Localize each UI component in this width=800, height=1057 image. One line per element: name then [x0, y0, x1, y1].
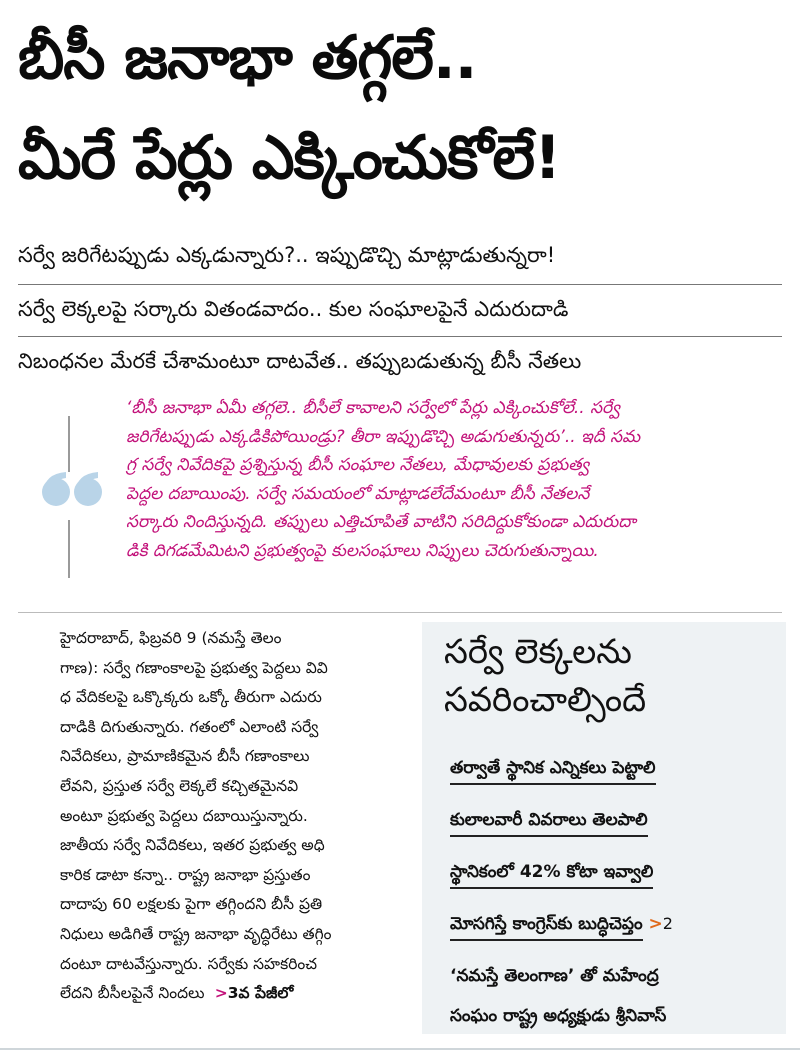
continued-page-link[interactable]: 3వ పేజీలో [227, 984, 294, 1003]
article-line: నివేదికలు, ప్రామాణికమైన బీసీ గణాంకాలు [60, 747, 310, 766]
quote-bar-bottom [68, 520, 70, 578]
quote-mark-icon [38, 470, 110, 520]
article-line: ధ వేదికలపై ఒక్కొక్కరు ఒక్కో తీరుగా ఎదురు [60, 688, 322, 707]
article-line: నిధులు అడిగితే రాష్ట్ర జనాభా వృద్ధిరేటు తగ్గిం [60, 924, 332, 943]
subhead-3: నిబంధనల మేరకే చేశామంటూ దాటవేత.. తప్పుబడుతున్న బీసీ నేతలు [18, 349, 582, 373]
divider [18, 284, 782, 285]
sidebar-title [444, 628, 784, 724]
sidebar-page-ref[interactable]: 2 [662, 914, 673, 933]
continue-arrow-icon: > [209, 984, 228, 1003]
sidebar-point [450, 858, 780, 889]
pull-quote-line: జరిగేటప్పుడు ఎక్కడికిపోయిండ్రు? తీరా ఇప్పుడొచ్చి అడుగుతున్నరు’.. ఇదీ సమ [126, 426, 641, 447]
sidebar-title-line-1: సర్వే లెక్కలను [444, 632, 632, 672]
sidebar-point [450, 910, 780, 941]
continue-arrow-icon: > [642, 914, 663, 934]
section-divider [18, 612, 782, 613]
sidebar-point-text: స్థానికంలో 42% కోటా ఇవ్వాలి [450, 858, 653, 889]
article-line: అంటూ ప్రభుత్వ పెద్దలు దబాయిస్తున్నారు. [60, 806, 308, 825]
pull-quote [126, 394, 780, 565]
quote-bar-top [68, 416, 70, 472]
article-line: లేవని, ప్రస్తుత సర్వే లెక్కలే కచ్చితమైనవి [60, 776, 299, 795]
headline-line-2: మీరే పేర్లు ఎక్కించుకోలే! [18, 123, 561, 193]
article-line-text: లేదని బీసీలపైనే నిందలు [60, 984, 205, 1003]
article-body [60, 624, 408, 1009]
pull-quote-line: పెద్దల దబాయింపు. సర్వే సమయంలో మాట్లాడలేదేమంటూ బీసీ నేతలనే [126, 483, 590, 504]
subhead-2: సర్వే లెక్కలపై సర్కారు వితండవాదం.. కుల సంఘాలపైనే ఎదురుదాడి [18, 297, 569, 321]
article-line: దాదాపు 60 లక్షలకు పైగా తగ్గిందని బీసీ ప్రతి [60, 895, 323, 914]
article-line: హైదరాబాద్, ఫిబ్రవరి 9 (నమస్తే తెలం [60, 629, 282, 647]
pull-quote-line: ‘బీసీ జనాభా ఏమీ తగ్గలె.. బీసీలే కావాలని సర్వేలో పేర్లు ఎక్కించుకోలే.. సర్వే [126, 398, 620, 418]
article-line: దాడికి దిగుతున్నారు. గతంలో ఎలాంటి సర్వే [60, 717, 319, 736]
article-line: గాణ): సర్వే గణాంకాలపై ప్రభుత్వ పెద్దలు వివి [60, 658, 328, 677]
article-line: కారిక డాటా కన్నా.. రాష్ట్ర జనాభా ప్రస్తుతం [60, 865, 311, 884]
pull-quote-line: సర్కారు నిందిస్తున్నది. తప్పులు ఎత్తిచూపితే వాటిని సరిదిద్దుకోకుండా ఎదురుదా [126, 512, 636, 532]
pull-quote-line: డికి దిగడమేమిటని ప్రభుత్వంపై కులసంఘాలు నిప్పులు చెరుగుతున్నాయి. [126, 540, 599, 561]
subhead-1: సర్వే జరిగేటప్పుడు ఎక్కడున్నారు?.. ఇప్పుడొచ్చి మాట్లాడుతున్నరా! [18, 243, 556, 267]
sidebar-byline: సంఘం రాష్ట్ర అధ్యక్షుడు శ్రీనివాస్ [450, 1006, 667, 1026]
article-line: జాతీయ సర్వే నివేదికలు, ఇతర ప్రభుత్వ అధి [60, 836, 325, 855]
sidebar-point-text: కులాలవారీ వివరాలు తెలపాలి [450, 806, 648, 837]
headline-line-1: బీసీ జనాభా తగ్గలే.. [18, 23, 477, 93]
article-line-last [60, 979, 408, 1009]
sidebar-box [422, 622, 786, 1034]
sidebar-point [450, 806, 780, 837]
sidebar-point-text: మోసగిస్తే కాంగ్రెస్‌కు బుద్ధిచెప్తం [450, 910, 643, 941]
pull-quote-line: గ్ర సర్వే నివేదికపై ప్రశ్నిస్తున్న బీసీ సంఘాల నేతలు, మేధావులకు ప్రభుత్వ [126, 455, 590, 475]
sidebar-point-text: తర్వాతే స్థానిక ఎన్నికలు పెట్టాలి [450, 754, 656, 785]
sidebar-point [450, 754, 780, 785]
divider [18, 336, 782, 337]
page-bottom-rule [0, 1048, 800, 1050]
sidebar-byline: ‘నమస్తే తెలంగాణ’ తో మహేంద్ర [450, 966, 659, 986]
article-line: దంటూ దాటవేస్తున్నారు. సర్వేకు సహకరించ [60, 954, 318, 973]
sidebar-title-line-2: సవరించాల్సిందే [444, 680, 647, 720]
